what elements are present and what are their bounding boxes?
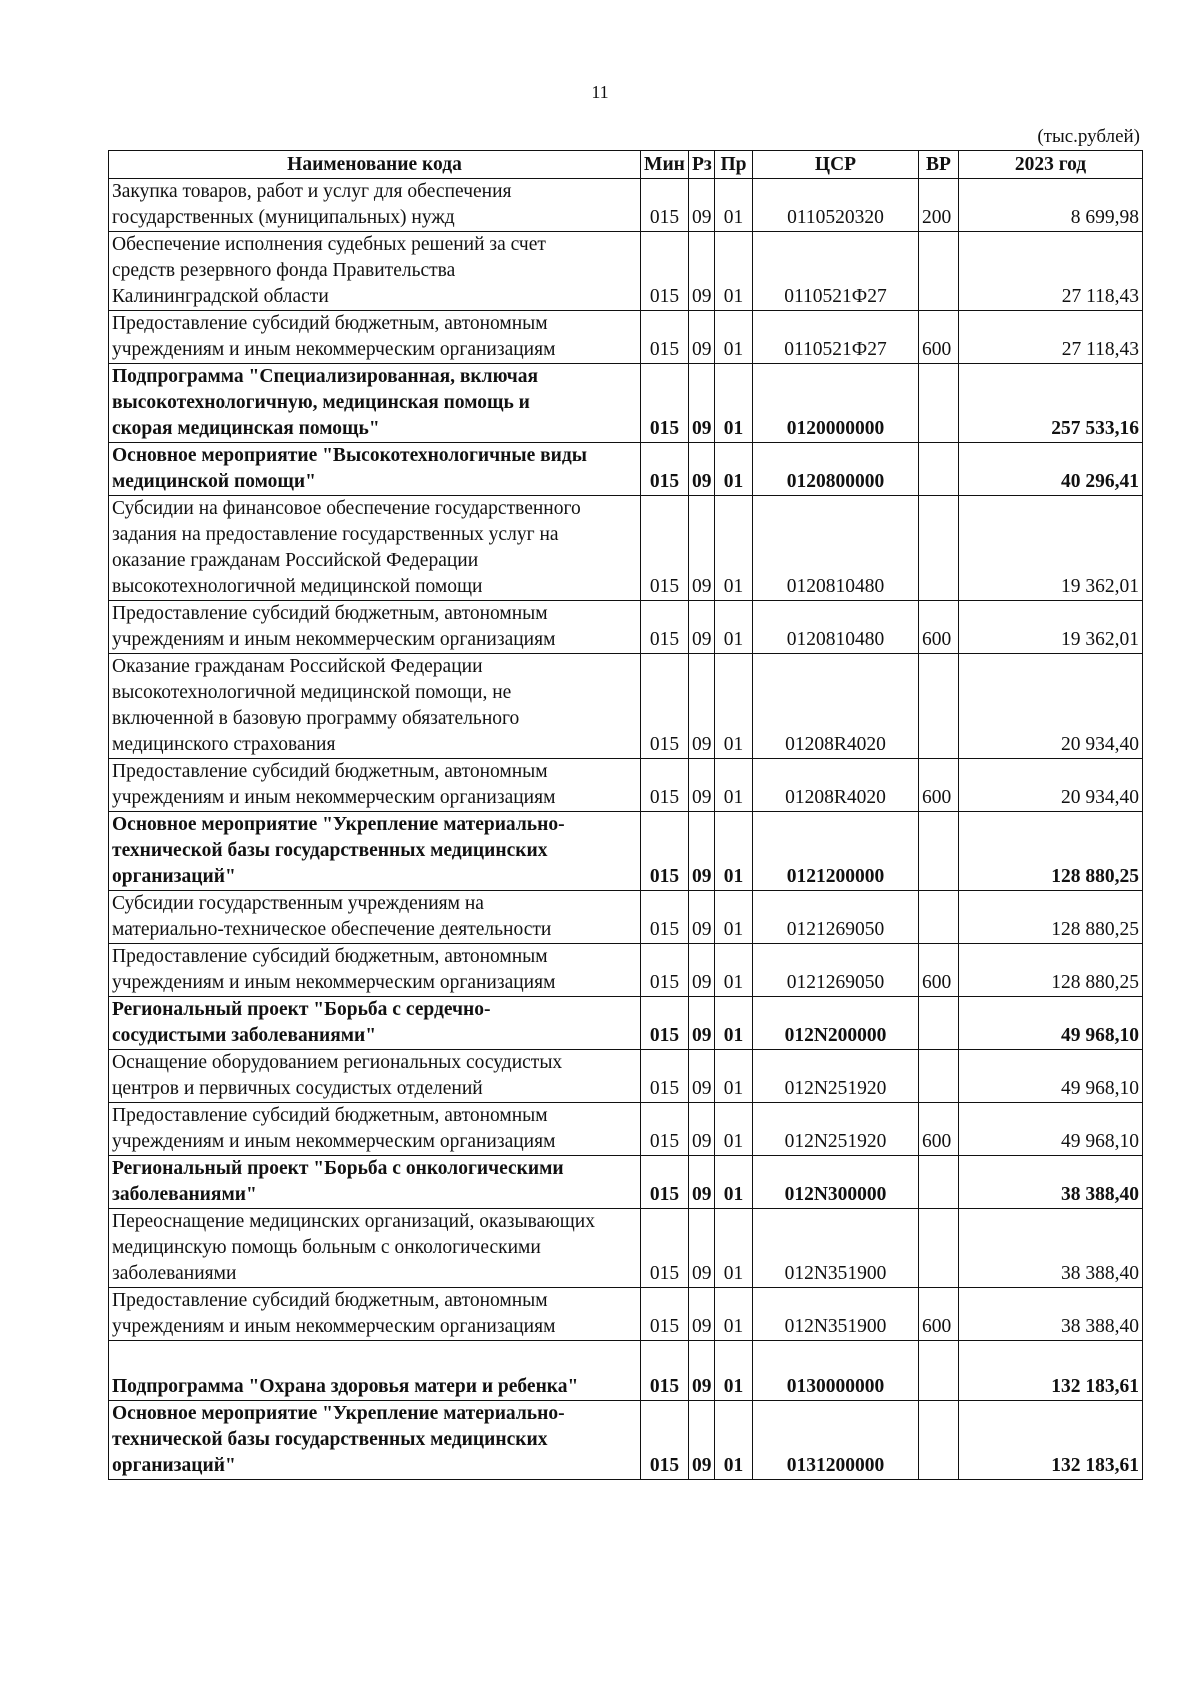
row-rz-cell: 09 <box>689 944 715 997</box>
row-sum-cell: 20 934,40 <box>959 654 1143 759</box>
row-sum-cell: 128 880,25 <box>959 812 1143 891</box>
row-name-cell: Обеспечение исполнения судебных решений за счет средств резервного фонда Правительства Калининградской области <box>109 232 641 311</box>
row-pr-cell: 01 <box>715 812 753 891</box>
row-rz-cell: 09 <box>689 443 715 496</box>
row-rz-cell: 09 <box>689 601 715 654</box>
row-name-cell: Основное мероприятие "Высокотехнологичные виды медицинской помощи" <box>109 443 641 496</box>
row-rz-cell: 09 <box>689 1401 715 1480</box>
table-row <box>109 812 1143 891</box>
header-csr: ЦСР <box>753 151 919 179</box>
row-sum-cell: 38 388,40 <box>959 1156 1143 1209</box>
row-csr-cell: 0120810480 <box>753 601 919 654</box>
row-sum-cell: 49 968,10 <box>959 997 1143 1050</box>
row-vr-cell <box>919 1401 959 1480</box>
row-csr-cell: 0121269050 <box>753 891 919 944</box>
row-min-cell: 015 <box>641 944 689 997</box>
row-name-cell: Предоставление субсидий бюджетным, автономным учреждениям и иным некоммерческим организациям <box>109 944 641 997</box>
row-min-cell: 015 <box>641 1209 689 1288</box>
row-min-cell: 015 <box>641 1103 689 1156</box>
row-rz-cell: 09 <box>689 311 715 364</box>
row-vr-cell <box>919 232 959 311</box>
row-name-cell: Предоставление субсидий бюджетным, автономным учреждениям и иным некоммерческим организациям <box>109 311 641 364</box>
row-sum-cell: 8 699,98 <box>959 179 1143 232</box>
row-sum-cell: 49 968,10 <box>959 1103 1143 1156</box>
row-rz-cell: 09 <box>689 496 715 601</box>
row-csr-cell: 012N351900 <box>753 1288 919 1341</box>
row-name-cell: Оказание гражданам Российской Федерации высокотехнологичной медицинской помощи, не включенной в базовую программу обязательного медицинского страхования <box>109 654 641 759</box>
row-name-cell: Основное мероприятие "Укрепление материально- технической базы государственных медицинских организаций" <box>109 812 641 891</box>
table-row <box>109 311 1143 364</box>
row-vr-cell: 600 <box>919 311 959 364</box>
table-row <box>109 1209 1143 1288</box>
row-rz-cell: 09 <box>689 232 715 311</box>
row-min-cell: 015 <box>641 1401 689 1480</box>
table-row <box>109 944 1143 997</box>
table-row <box>109 1341 1143 1401</box>
row-name-cell: Предоставление субсидий бюджетным, автономным учреждениям и иным некоммерческим организациям <box>109 1288 641 1341</box>
row-rz-cell: 09 <box>689 1288 715 1341</box>
row-min-cell: 015 <box>641 654 689 759</box>
row-csr-cell: 0121200000 <box>753 812 919 891</box>
header-sum: 2023 год <box>959 151 1143 179</box>
row-min-cell: 015 <box>641 364 689 443</box>
header-rz: Рз <box>689 151 715 179</box>
row-vr-cell <box>919 1156 959 1209</box>
row-vr-cell: 600 <box>919 1103 959 1156</box>
row-vr-cell <box>919 1050 959 1103</box>
row-sum-cell: 128 880,25 <box>959 891 1143 944</box>
row-sum-cell: 19 362,01 <box>959 601 1143 654</box>
row-pr-cell: 01 <box>715 496 753 601</box>
row-sum-cell: 20 934,40 <box>959 759 1143 812</box>
header-min: Мин <box>641 151 689 179</box>
row-min-cell: 015 <box>641 601 689 654</box>
row-rz-cell: 09 <box>689 1103 715 1156</box>
row-sum-cell: 132 183,61 <box>959 1341 1143 1401</box>
page-number: 11 <box>591 82 609 102</box>
table-header-row <box>109 151 1143 179</box>
row-csr-cell: 0110521Ф27 <box>753 232 919 311</box>
row-name-cell: Подпрограмма "Специализированная, включая высокотехнологичную, медицинская помощь и скорая медицинская помощь" <box>109 364 641 443</box>
row-min-cell: 015 <box>641 1156 689 1209</box>
row-pr-cell: 01 <box>715 1401 753 1480</box>
row-name-cell: Основное мероприятие "Укрепление материально- технической базы государственных медицинских организаций" <box>109 1401 641 1480</box>
row-pr-cell: 01 <box>715 311 753 364</box>
row-pr-cell: 01 <box>715 1341 753 1401</box>
row-csr-cell: 012N251920 <box>753 1103 919 1156</box>
row-sum-cell: 128 880,25 <box>959 944 1143 997</box>
row-pr-cell: 01 <box>715 1209 753 1288</box>
row-csr-cell: 012N300000 <box>753 1156 919 1209</box>
row-rz-cell: 09 <box>689 759 715 812</box>
row-min-cell: 015 <box>641 812 689 891</box>
row-name-cell: Региональный проект "Борьба с сердечно- сосудистыми заболеваниями" <box>109 997 641 1050</box>
row-name-cell: Подпрограмма "Охрана здоровья матери и ребенка" <box>109 1341 641 1401</box>
row-pr-cell: 01 <box>715 443 753 496</box>
table-row <box>109 654 1143 759</box>
header-vr: ВР <box>919 151 959 179</box>
row-rz-cell: 09 <box>689 1156 715 1209</box>
row-min-cell: 015 <box>641 179 689 232</box>
row-csr-cell: 012N200000 <box>753 997 919 1050</box>
row-rz-cell: 09 <box>689 364 715 443</box>
row-vr-cell <box>919 1341 959 1401</box>
row-pr-cell: 01 <box>715 1288 753 1341</box>
row-min-cell: 015 <box>641 1341 689 1401</box>
row-pr-cell: 01 <box>715 364 753 443</box>
table-row <box>109 232 1143 311</box>
row-vr-cell: 600 <box>919 944 959 997</box>
row-min-cell: 015 <box>641 232 689 311</box>
row-rz-cell: 09 <box>689 179 715 232</box>
row-pr-cell: 01 <box>715 232 753 311</box>
table-row <box>109 364 1143 443</box>
row-min-cell: 015 <box>641 1050 689 1103</box>
row-csr-cell: 012N251920 <box>753 1050 919 1103</box>
row-sum-cell: 132 183,61 <box>959 1401 1143 1480</box>
row-csr-cell: 0130000000 <box>753 1341 919 1401</box>
row-vr-cell: 600 <box>919 601 959 654</box>
row-pr-cell: 01 <box>715 179 753 232</box>
row-csr-cell: 012N351900 <box>753 1209 919 1288</box>
table-row <box>109 179 1143 232</box>
row-csr-cell: 0110521Ф27 <box>753 311 919 364</box>
table-row <box>109 1156 1143 1209</box>
row-name-cell: Предоставление субсидий бюджетным, автономным учреждениям и иным некоммерческим организациям <box>109 1103 641 1156</box>
row-name-cell: Предоставление субсидий бюджетным, автономным учреждениям и иным некоммерческим организациям <box>109 601 641 654</box>
row-sum-cell: 38 388,40 <box>959 1288 1143 1341</box>
row-sum-cell: 27 118,43 <box>959 311 1143 364</box>
row-sum-cell: 38 388,40 <box>959 1209 1143 1288</box>
row-min-cell: 015 <box>641 759 689 812</box>
row-name-cell: Предоставление субсидий бюджетным, автономным учреждениям и иным некоммерческим организациям <box>109 759 641 812</box>
table-row <box>109 997 1143 1050</box>
table-row <box>109 443 1143 496</box>
row-pr-cell: 01 <box>715 997 753 1050</box>
row-vr-cell <box>919 891 959 944</box>
row-name-cell: Субсидии на финансовое обеспечение государственного задания на предоставление государственных услуг на оказание гражданам Российской Федерации высокотехнологичной медицинской помощи <box>109 496 641 601</box>
row-vr-cell <box>919 1209 959 1288</box>
row-csr-cell: 0120810480 <box>753 496 919 601</box>
budget-table <box>108 150 1143 1480</box>
row-csr-cell: 0120800000 <box>753 443 919 496</box>
row-vr-cell: 600 <box>919 1288 959 1341</box>
row-name-cell: Региональный проект "Борьба с онкологическими заболеваниями" <box>109 1156 641 1209</box>
table-row <box>109 1288 1143 1341</box>
row-rz-cell: 09 <box>689 997 715 1050</box>
row-rz-cell: 09 <box>689 1050 715 1103</box>
row-csr-cell: 01208R4020 <box>753 759 919 812</box>
row-csr-cell: 0131200000 <box>753 1401 919 1480</box>
row-min-cell: 015 <box>641 311 689 364</box>
row-pr-cell: 01 <box>715 1103 753 1156</box>
row-min-cell: 015 <box>641 891 689 944</box>
table-body <box>109 179 1143 1480</box>
row-vr-cell: 600 <box>919 759 959 812</box>
row-csr-cell: 01208R4020 <box>753 654 919 759</box>
row-rz-cell: 09 <box>689 1209 715 1288</box>
table-row <box>109 1103 1143 1156</box>
row-vr-cell <box>919 364 959 443</box>
row-name-cell: Субсидии государственным учреждениям на материально-техническое обеспечение деятельности <box>109 891 641 944</box>
row-pr-cell: 01 <box>715 601 753 654</box>
row-pr-cell: 01 <box>715 759 753 812</box>
table-row <box>109 759 1143 812</box>
units-label: (тыс.рублей) <box>1037 126 1140 147</box>
row-pr-cell: 01 <box>715 1156 753 1209</box>
table-row <box>109 601 1143 654</box>
row-pr-cell: 01 <box>715 654 753 759</box>
row-rz-cell: 09 <box>689 654 715 759</box>
row-sum-cell: 257 533,16 <box>959 364 1143 443</box>
row-csr-cell: 0120000000 <box>753 364 919 443</box>
row-vr-cell <box>919 496 959 601</box>
row-sum-cell: 40 296,41 <box>959 443 1143 496</box>
table-row <box>109 496 1143 601</box>
row-rz-cell: 09 <box>689 1341 715 1401</box>
row-min-cell: 015 <box>641 443 689 496</box>
row-pr-cell: 01 <box>715 1050 753 1103</box>
row-csr-cell: 0121269050 <box>753 944 919 997</box>
row-sum-cell: 19 362,01 <box>959 496 1143 601</box>
row-sum-cell: 27 118,43 <box>959 232 1143 311</box>
header-pr: Пр <box>715 151 753 179</box>
row-name-cell: Оснащение оборудованием региональных сосудистых центров и первичных сосудистых отделений <box>109 1050 641 1103</box>
row-vr-cell <box>919 654 959 759</box>
table-row <box>109 891 1143 944</box>
row-pr-cell: 01 <box>715 944 753 997</box>
row-name-cell: Переоснащение медицинских организаций, оказывающих медицинскую помощь больным с онкологическими заболеваниями <box>109 1209 641 1288</box>
row-csr-cell: 0110520320 <box>753 179 919 232</box>
row-vr-cell: 200 <box>919 179 959 232</box>
table-row <box>109 1401 1143 1480</box>
row-vr-cell <box>919 997 959 1050</box>
row-pr-cell: 01 <box>715 891 753 944</box>
row-sum-cell: 49 968,10 <box>959 1050 1143 1103</box>
row-rz-cell: 09 <box>689 812 715 891</box>
row-rz-cell: 09 <box>689 891 715 944</box>
row-min-cell: 015 <box>641 1288 689 1341</box>
row-min-cell: 015 <box>641 997 689 1050</box>
row-vr-cell <box>919 812 959 891</box>
header-name: Наименование кода <box>109 151 641 179</box>
row-min-cell: 015 <box>641 496 689 601</box>
row-vr-cell <box>919 443 959 496</box>
table-row <box>109 1050 1143 1103</box>
row-name-cell: Закупка товаров, работ и услуг для обеспечения государственных (муниципальных) нужд <box>109 179 641 232</box>
